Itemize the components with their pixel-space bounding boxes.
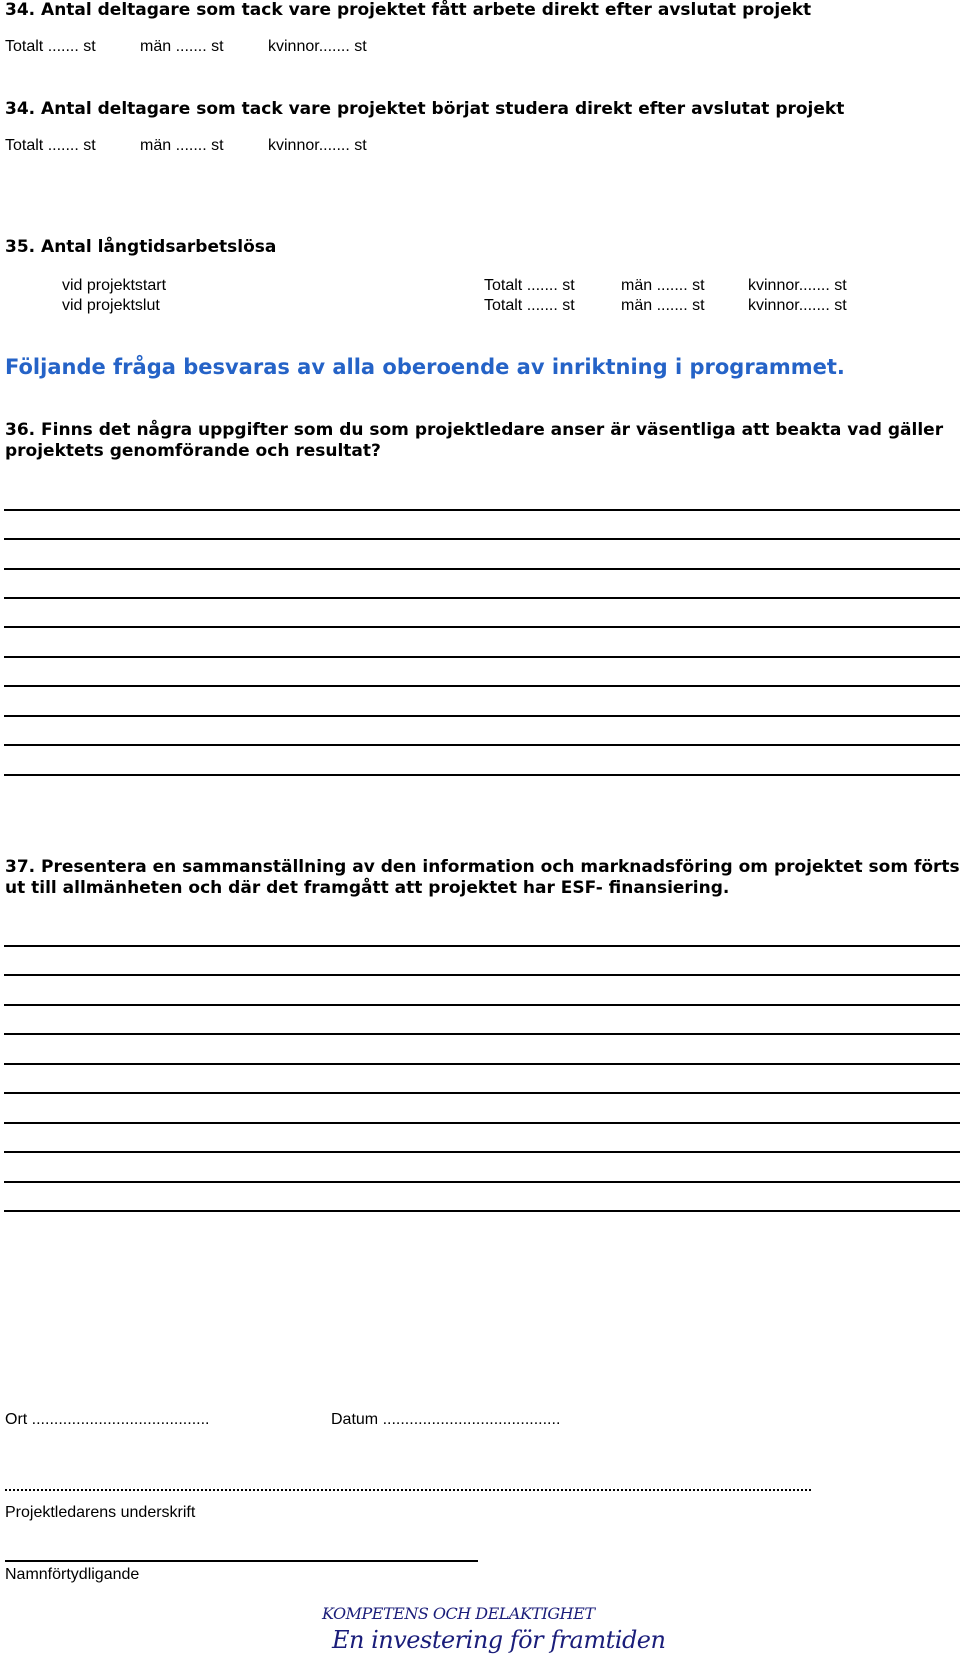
- answer-line[interactable]: [4, 538, 960, 540]
- q35-row-women: kvinnor....... st: [748, 297, 847, 314]
- answer-line[interactable]: [4, 974, 960, 976]
- signature-label: Projektledarens underskrift: [5, 1504, 196, 1521]
- q35-row-total: Totalt ....... st: [484, 277, 575, 294]
- notice-heading: Följande fråga besvaras av alla oberoende av inriktning i programmet.: [5, 355, 845, 379]
- answer-line[interactable]: [4, 656, 960, 658]
- question-37-line-1: 37. Presentera en sammanställning av den information och marknadsföring om projektet som förts: [5, 857, 960, 877]
- answer-line[interactable]: [4, 1033, 960, 1035]
- answer-line[interactable]: [4, 597, 960, 599]
- answer-line[interactable]: [4, 1122, 960, 1124]
- answer-line[interactable]: [4, 774, 960, 776]
- q34-study-total: Totalt ....... st: [5, 137, 96, 154]
- q34-study-men: män ....... st: [140, 137, 224, 154]
- answer-line[interactable]: [4, 685, 960, 687]
- answer-line[interactable]: [4, 715, 960, 717]
- name-clarification-line[interactable]: [5, 1560, 478, 1562]
- question-34-work-title: 34. Antal deltagare som tack vare projektet fått arbete direkt efter avslutat projekt: [5, 0, 812, 20]
- logo-tagline-top: KOMPETENS OCH DELAKTIGHET: [322, 1604, 595, 1623]
- question-35-title: 35. Antal långtidsarbetslösa: [5, 237, 277, 257]
- answer-line[interactable]: [4, 1004, 960, 1006]
- q35-row-label: vid projektstart: [62, 277, 167, 294]
- q35-row-women: kvinnor....... st: [748, 277, 847, 294]
- answer-line[interactable]: [4, 1210, 960, 1212]
- q35-row-men: män ....... st: [621, 297, 705, 314]
- answer-line[interactable]: [4, 626, 960, 628]
- answer-line[interactable]: [4, 568, 960, 570]
- q34-work-men: män ....... st: [140, 38, 224, 55]
- answer-line[interactable]: [4, 509, 960, 511]
- question-34-study-title: 34. Antal deltagare som tack vare projektet börjat studera direkt efter avslutat projekt: [5, 99, 845, 119]
- question-36-line-2: projektets genomförande och resultat?: [5, 441, 381, 461]
- answer-line[interactable]: [4, 1151, 960, 1153]
- answer-line[interactable]: [4, 1063, 960, 1065]
- ort-field[interactable]: Ort ........................................: [5, 1411, 210, 1428]
- q34-work-women: kvinnor....... st: [268, 38, 367, 55]
- datum-field[interactable]: Datum ........................................: [331, 1411, 561, 1428]
- q35-row-label: vid projektslut: [62, 297, 160, 314]
- signature-dotted-line[interactable]: [5, 1489, 811, 1491]
- q35-row-total: Totalt ....... st: [484, 297, 575, 314]
- answer-line[interactable]: [4, 1181, 960, 1183]
- answer-line[interactable]: [4, 945, 960, 947]
- answer-line[interactable]: [4, 744, 960, 746]
- q34-study-women: kvinnor....... st: [268, 137, 367, 154]
- question-36-line-1: 36. Finns det några uppgifter som du som projektledare anser är väsentliga att beakta vad gäller: [5, 420, 944, 440]
- name-clarification-label: Namnförtydligande: [5, 1566, 140, 1583]
- logo-tagline-bottom: En investering för framtiden: [332, 1626, 666, 1654]
- q35-row-men: män ....... st: [621, 277, 705, 294]
- q34-work-total: Totalt ....... st: [5, 38, 96, 55]
- question-37-line-2: ut till allmänheten och där det framgått att projektet har ESF- finansiering.: [5, 878, 730, 898]
- answer-line[interactable]: [4, 1092, 960, 1094]
